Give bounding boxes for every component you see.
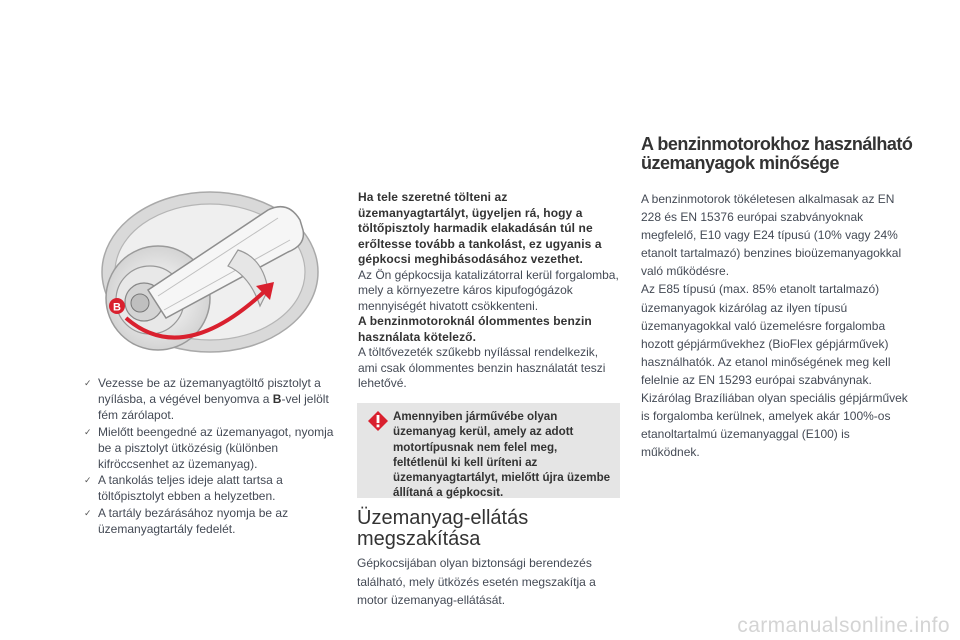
section-heading-fuel-quality: A benzinmotorokhoz használható üzemanyagok minősége <box>641 134 913 173</box>
label-b: B <box>113 301 121 314</box>
watermark: carmanualsonline.info <box>737 614 950 637</box>
warning-text: Amennyiben járművébe olyan üzemanyag kerül, amely az adott motortípusnak nem felel meg, feltétlenül ki kell üríteni az üzemanyagtartályt, mielőtt újra üzembe állítaná a gépkocsit. <box>393 410 611 500</box>
section-heading-supply: Üzemanyag-ellátás megszakítása <box>357 507 529 550</box>
bullet-icon: ✓ <box>84 475 92 486</box>
list-item: ✓ Mielőtt beengedné az üzemanyagot, nyomja be a pisztolyt ütközésig (különben kifröccsenhet az üzemanyag). <box>84 424 334 472</box>
list-item: ✓ A tankolás teljes ideje alatt tartsa a töltőpisztolyt ebben a helyzetben. <box>84 473 283 504</box>
list-item: ✓ Vezesse be az üzemanyagtöltő pisztolyt a nyílásba, a végével benyomva a B-vel jelölt fém zárólapot. <box>84 376 329 423</box>
full-tank-warning: Ha tele szeretné tölteni az üzemanyagtartályt, ügyeljen rá, hogy a töltőpisztoly harmadik elakadásán túl ne erőltesse tovább a tankolást, ez ugyanis a gépkocsi meghibásodásához vezethet. <box>358 190 602 266</box>
bullet-icon: ✓ <box>84 378 92 388</box>
bullet-icon: ✓ <box>84 507 92 518</box>
wrong-fuel-warning-box <box>357 403 620 498</box>
fuel-para-2: Az E85 típusú (max. 85% etanolt tartalmazó) üzemanyagok kizárólag az ilyen típusú üzemanyagokkal való üzemelésre forgalomba hozott gépjárművekhez (BioFlex gépjárművek) használhatók. Az etanol minőségének meg kell felelnie az EN 15293 európai szabványnak. Kizárólag Brazíliában olyan speciális gépjárművek is forgalomba kerülnek, amelyek akár 100%-os etanoltartalmú üzemanyaggal (E100) is működnek. <box>641 282 908 460</box>
list-item: ✓ A tartály bezárásához nyomja be az üzemanyagtartály fedelét. <box>84 505 289 536</box>
fuel-nozzle-drawing <box>88 190 324 360</box>
supply-text: Gépkocsijában olyan biztonsági berendezés található, mely ütközés esetén megszakítja a motor üzemanyag-ellátását. <box>357 556 596 607</box>
refill-notes <box>358 190 620 392</box>
bullet-icon: ✓ <box>84 426 92 437</box>
exclamation-warning-icon <box>367 410 389 432</box>
nozzle-note: A töltővezeték szűkebb nyílással rendelkezik, ami csak ólommentes benzin használatát teszi lehetővé. <box>358 345 606 390</box>
fuel-quality-text <box>641 190 911 461</box>
unleaded-required: A benzinmotoroknál ólommentes benzin használata kötelező. <box>358 314 592 344</box>
fuel-para-1: A benzinmotorok tökéletesen alkalmasak az EN 228 és EN 15376 európai szabványoknak megfelelő, E10 vagy E24 típusú (10% vagy 24% etanolt tartalmazó) benzines bioüzemanyagokkal való működésre. <box>641 192 902 279</box>
fuel-filler-illustration <box>88 190 324 360</box>
catalyst-note: Az Ön gépkocsija katalizátorral kerül forgalomba, mely a környezetre káros kipufogógázok mennyiségét hivatott csökkenteni. <box>358 267 619 313</box>
refuel-steps-list <box>84 375 349 537</box>
